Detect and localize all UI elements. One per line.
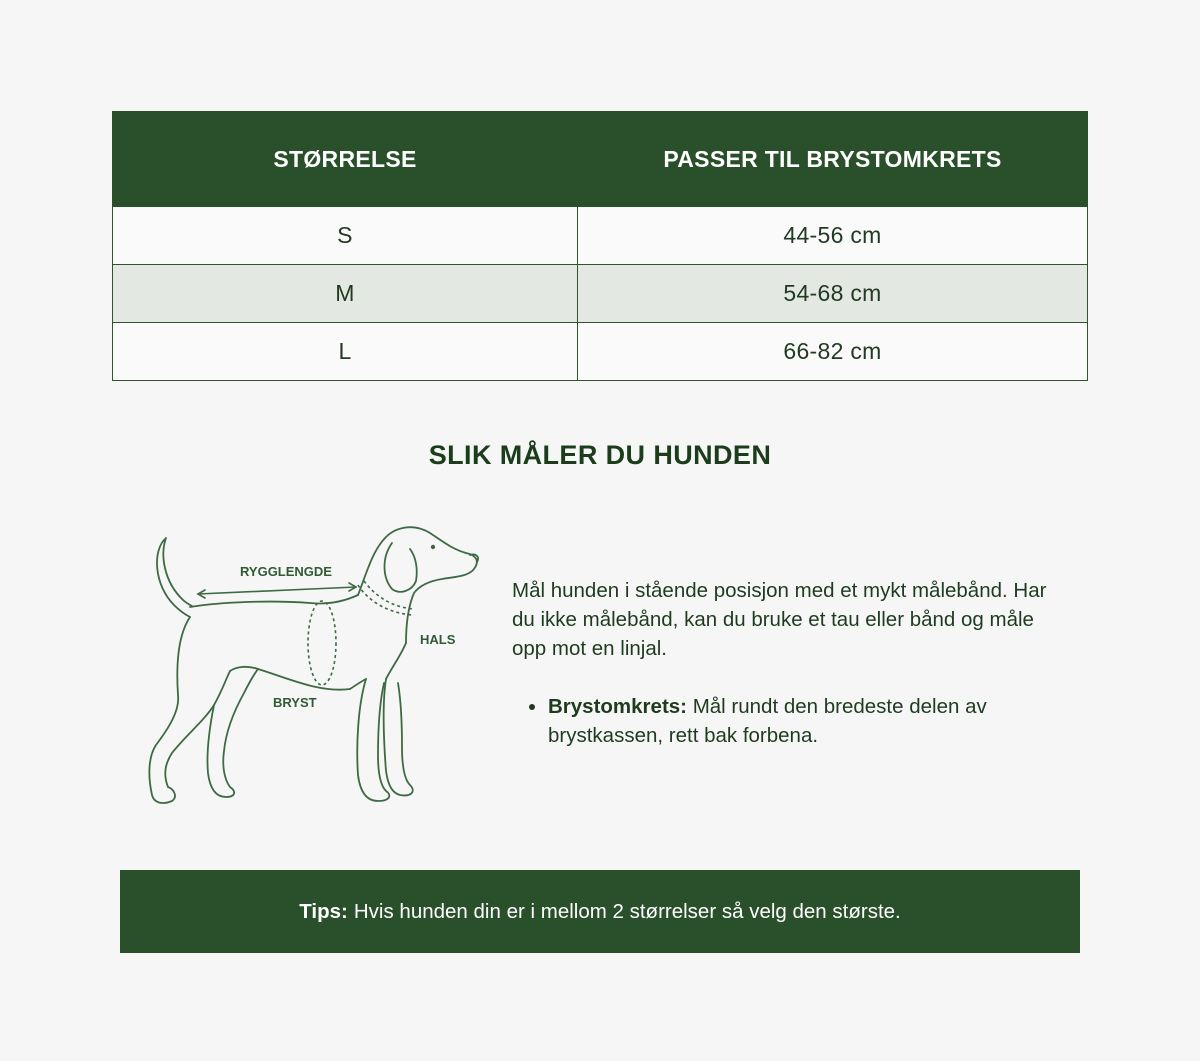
cell-size: S [113,207,578,265]
size-table [112,111,1088,381]
cell-size: L [113,323,578,381]
measurement-instructions [512,576,1072,750]
table-row [113,323,1088,381]
header-chest-girth: PASSER TIL BRYSTOMKRETS [578,112,1088,207]
dog-tail [157,538,192,617]
bullet-text: Mål rundt den bredeste delen av brystkassen, rett bak forbena. [548,695,987,747]
table-row [113,207,1088,265]
tips-text: Hvis hunden din er i mellom 2 størrelser så velg den største. [353,899,901,923]
dog-ear [385,543,417,592]
label-back-length: RYGGLENGDE [240,564,332,579]
dog-front-leg [384,679,413,795]
back-length-arrow [198,587,356,594]
list-item [548,692,1072,750]
tips-banner [120,870,1080,953]
bullet-label: Brystomkrets: [548,695,687,718]
dog-eye [431,545,435,549]
table-row [113,265,1088,323]
instructions-paragraph: Mål hunden i stående posisjon med et mykt målebånd. Har du ikke målebånd, kan du bruke et tau eller bånd og måle opp mot en linjal. [512,579,1047,660]
cell-girth: 44-56 cm [578,207,1088,265]
table-header-row [113,112,1088,207]
instructions-list [512,692,1072,750]
dog-chest [386,643,406,679]
chest-measure-ring [308,601,336,685]
dog-hind-leg [149,617,230,803]
label-chest: BRYST [273,695,317,710]
neck-measure-ring [358,585,412,615]
dog-back [190,595,358,607]
cell-size: M [113,265,578,323]
dog-head [358,527,477,643]
tips-label: Tips: [299,899,348,923]
header-size: STØRRELSE [113,112,578,207]
label-neck: HALS [420,632,456,647]
section-title: SLIK MÅLER DU HUNDEN [428,440,772,470]
cell-girth: 54-68 cm [578,265,1088,323]
cell-girth: 66-82 cm [578,323,1088,381]
dog-measurement-diagram [130,515,500,815]
